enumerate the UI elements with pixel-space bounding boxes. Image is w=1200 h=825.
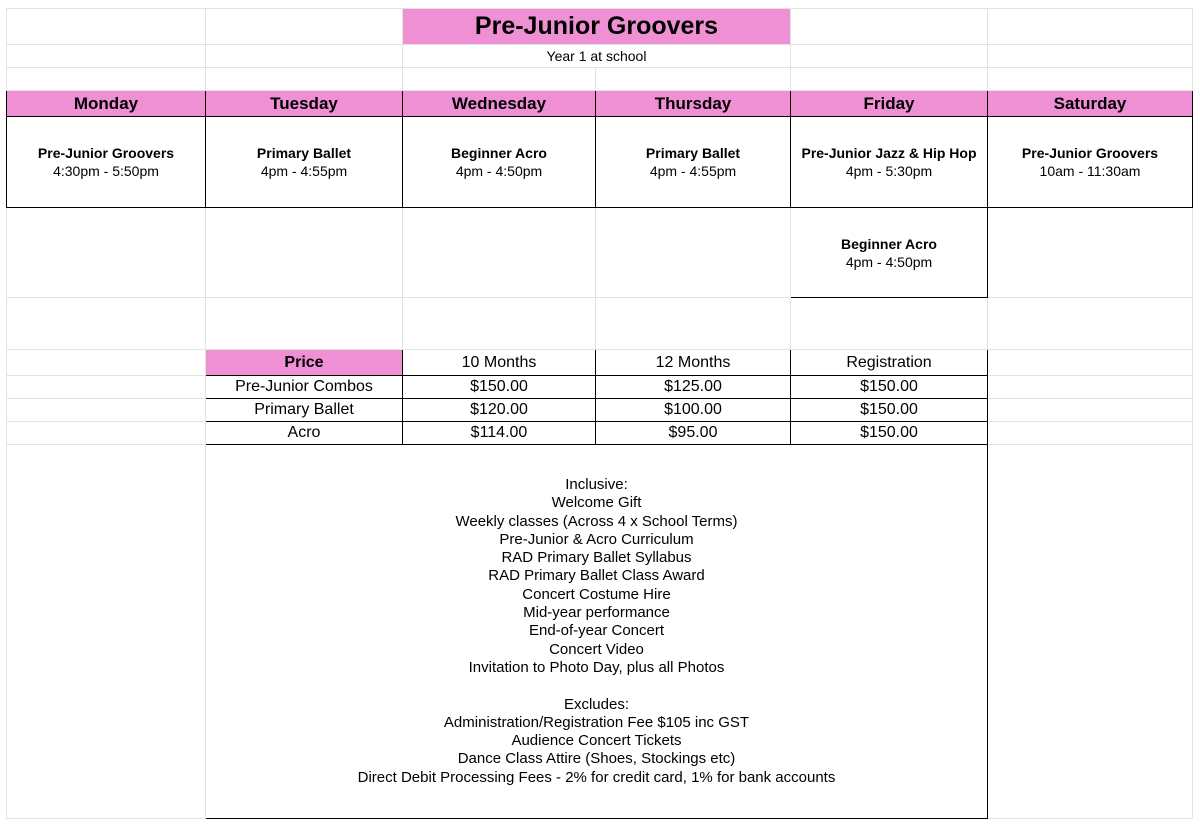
price-row [7, 376, 1193, 399]
cell[interactable] [7, 422, 206, 445]
cell[interactable] [791, 68, 988, 91]
note-line: Audience Concert Tickets [511, 732, 682, 750]
page-title[interactable]: Pre-Junior Groovers [403, 9, 791, 45]
price-cell[interactable]: $150.00 [791, 422, 988, 445]
class-name: Beginner Acro [841, 235, 937, 252]
class-name: Primary Ballet [645, 145, 741, 161]
note-line: Invitation to Photo Day, plus all Photos [468, 658, 725, 676]
class-time: 10am - 11:30am [1039, 163, 1141, 179]
note-line: Concert Video [549, 640, 644, 658]
note-line: End-of-year Concert [528, 622, 665, 640]
price-header-10-months[interactable]: 10 Months [403, 350, 596, 376]
note-line: RAD Primary Ballet Class Award [488, 567, 705, 585]
class-time: 4pm - 4:55pm [260, 163, 348, 179]
note-line: Mid-year performance [523, 604, 670, 622]
note-line: Dance Class Attire (Shoes, Stockings etc) [457, 750, 736, 768]
cell[interactable] [7, 445, 206, 819]
class-cell-friday-extra[interactable] [791, 208, 988, 298]
note-line: Weekly classes (Across 4 x School Terms) [455, 512, 738, 530]
day-header-thursday[interactable]: Thursday [596, 91, 791, 117]
cell[interactable] [596, 298, 791, 350]
class-cell-wednesday[interactable] [403, 117, 596, 208]
note-line [206, 677, 987, 695]
price-cell[interactable]: $114.00 [403, 422, 596, 445]
class-name: Pre-Junior Groovers [1021, 145, 1159, 161]
note-line: Concert Costume Hire [522, 585, 671, 603]
cell[interactable] [7, 9, 206, 45]
day-header-tuesday[interactable]: Tuesday [206, 91, 403, 117]
class-cell-tuesday[interactable] [206, 117, 403, 208]
cell[interactable] [403, 68, 596, 91]
class-cell-friday[interactable] [791, 117, 988, 208]
cell[interactable] [7, 298, 206, 350]
class-cell-monday[interactable] [7, 117, 206, 208]
price-cell[interactable]: $120.00 [403, 399, 596, 422]
price-header-registration[interactable]: Registration [791, 350, 988, 376]
note-line: Inclusive: [565, 475, 628, 493]
cell[interactable] [403, 298, 596, 350]
price-row [7, 399, 1193, 422]
cell[interactable] [988, 45, 1193, 68]
cell[interactable] [791, 298, 988, 350]
cell[interactable] [206, 298, 403, 350]
notes-list [206, 476, 987, 787]
price-cell[interactable]: $95.00 [596, 422, 791, 445]
cell[interactable] [206, 45, 403, 68]
note-line: Pre-Junior & Acro Curriculum [499, 530, 694, 548]
class-time: 4pm - 5:30pm [845, 163, 933, 179]
cell[interactable] [988, 445, 1193, 819]
class-time: 4pm - 4:50pm [845, 253, 933, 270]
cell[interactable] [988, 399, 1193, 422]
cell[interactable] [403, 208, 596, 298]
cell[interactable] [791, 9, 988, 45]
class-time: 4pm - 4:55pm [649, 163, 737, 179]
cell[interactable] [988, 350, 1193, 376]
note-line: RAD Primary Ballet Syllabus [501, 549, 692, 567]
cell[interactable] [7, 68, 206, 91]
cell[interactable] [7, 376, 206, 399]
cell[interactable] [988, 376, 1193, 399]
note-line: Administration/Registration Fee $105 inc GST [443, 713, 750, 731]
cell[interactable] [988, 9, 1193, 45]
cell[interactable] [596, 68, 791, 91]
price-header-12-months[interactable]: 12 Months [596, 350, 791, 376]
cell[interactable] [206, 68, 403, 91]
price-cell[interactable]: $150.00 [403, 376, 596, 399]
cell[interactable] [988, 208, 1193, 298]
note-line: Direct Debit Processing Fees - 2% for credit card, 1% for bank accounts [357, 768, 836, 786]
cell[interactable] [988, 68, 1193, 91]
day-header-friday[interactable]: Friday [791, 91, 988, 117]
class-time: 4pm - 4:50pm [455, 163, 543, 179]
class-cell-saturday[interactable] [988, 117, 1193, 208]
class-name: Pre-Junior Groovers [37, 145, 175, 161]
cell[interactable] [988, 422, 1193, 445]
price-header[interactable]: Price [206, 350, 403, 376]
cell[interactable] [791, 45, 988, 68]
day-header-monday[interactable]: Monday [7, 91, 206, 117]
cell[interactable] [7, 350, 206, 376]
class-name: Pre-Junior Jazz & Hip Hop [801, 145, 977, 161]
day-header-saturday[interactable]: Saturday [988, 91, 1193, 117]
price-row-label[interactable]: Pre-Junior Combos [206, 376, 403, 399]
class-name: Primary Ballet [256, 145, 352, 161]
cell[interactable] [988, 298, 1193, 350]
cell[interactable] [7, 45, 206, 68]
day-header-wednesday[interactable]: Wednesday [403, 91, 596, 117]
cell[interactable] [206, 208, 403, 298]
cell[interactable] [7, 208, 206, 298]
price-cell[interactable]: $150.00 [791, 376, 988, 399]
class-time: 4:30pm - 5:50pm [53, 163, 159, 179]
price-cell[interactable]: $150.00 [791, 399, 988, 422]
note-line: Excludes: [563, 695, 630, 713]
subtitle[interactable]: Year 1 at school [403, 45, 791, 68]
price-row-label[interactable]: Primary Ballet [206, 399, 403, 422]
timetable-sheet [6, 8, 1193, 819]
price-cell[interactable]: $100.00 [596, 399, 791, 422]
price-row [7, 422, 1193, 445]
price-cell[interactable]: $125.00 [596, 376, 791, 399]
cell[interactable] [596, 208, 791, 298]
note-line: Welcome Gift [551, 494, 642, 512]
inclusions-notes[interactable] [206, 445, 988, 819]
price-row-label[interactable]: Acro [206, 422, 403, 445]
cell[interactable] [206, 9, 403, 45]
class-cell-thursday[interactable] [596, 117, 791, 208]
cell[interactable] [7, 399, 206, 422]
class-name: Beginner Acro [451, 145, 547, 161]
